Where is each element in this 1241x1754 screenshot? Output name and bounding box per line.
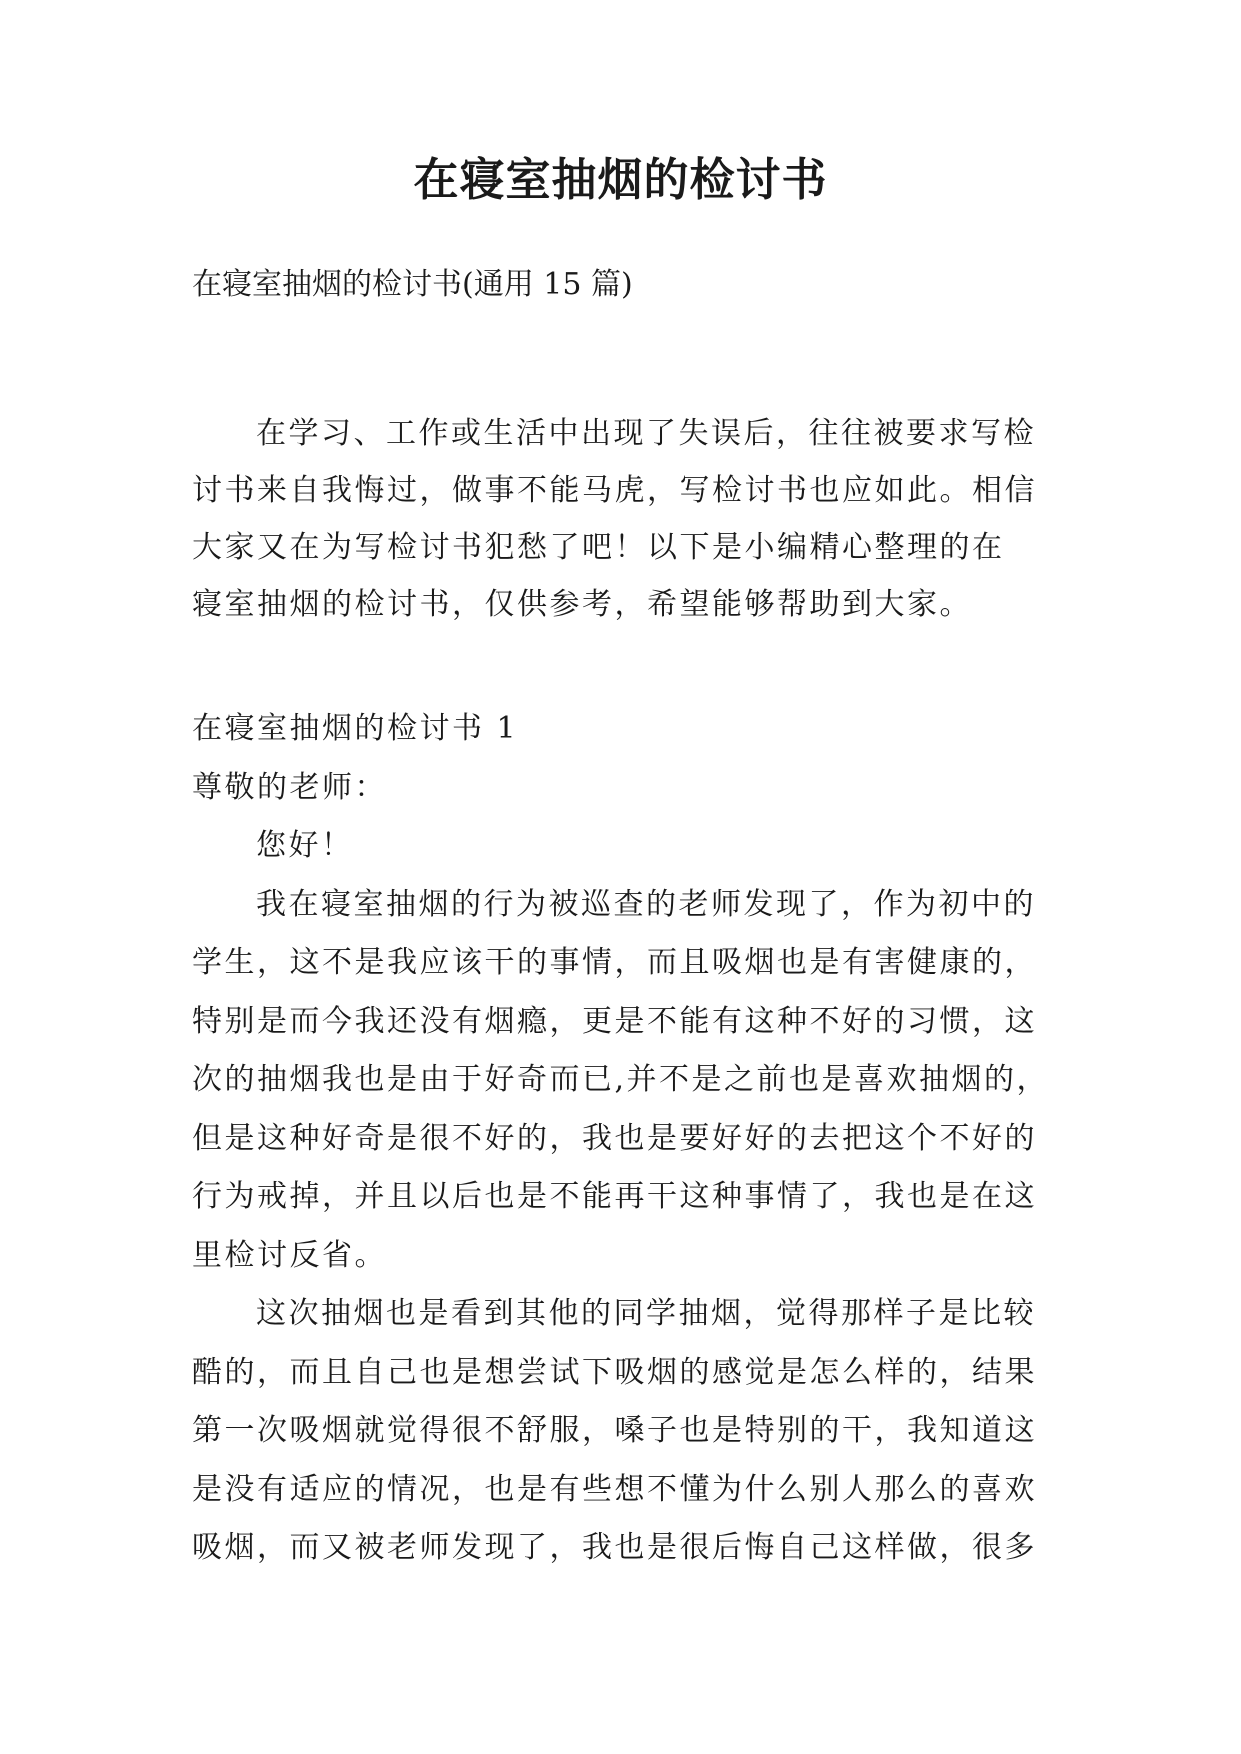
paragraph2-line: 吸烟，而又被老师发现了，我也是很后悔自己这样做，很多 [192, 1530, 1037, 1565]
paragraph2-line: 酷的，而且自己也是想尝试下吸烟的感觉是怎么样的，结果 [192, 1354, 1037, 1390]
salutation: 尊敬的老师： [192, 769, 387, 805]
paragraph1-line: 但是这种好奇是很不好的，我也是要好好的去把这个不好的 [192, 1120, 1037, 1156]
section-heading: 在寝室抽烟的检讨书 1 [192, 711, 519, 746]
intro-line: 寝室抽烟的检讨书，仅供参考，希望能够帮助到大家。 [192, 587, 972, 622]
paragraph1-line: 我在寝室抽烟的行为被巡查的老师发现了，作为初中的 [256, 886, 1036, 922]
intro-line: 在学习、工作或生活中出现了失误后，往往被要求写检 [256, 416, 1036, 451]
paragraph2-line: 这次抽烟也是看到其他的同学抽烟，觉得那样子是比较 [256, 1296, 1036, 1331]
paragraph1-line: 里检讨反省。 [192, 1237, 387, 1273]
greeting: 您好！ [256, 828, 354, 863]
paragraph1-line: 特别是而今我还没有烟瘾，更是不能有这种不好的习惯，这 [192, 1003, 1037, 1039]
intro-paragraph [192, 405, 1052, 633]
paragraph2-line: 是没有适应的情况，也是有些想不懂为什么别人那么的喜欢 [192, 1471, 1037, 1507]
paragraph1-line: 行为戒掉，并且以后也是不能再干这种事情了，我也是在这 [192, 1179, 1037, 1214]
intro-line: 大家又在为写检讨书犯愁了吧！以下是小编精心整理的在 [192, 530, 1005, 565]
paragraph1-line: 学生，这不是我应该干的事情，而且吸烟也是有害健康的， [192, 945, 1037, 980]
intro-line: 讨书来自我悔过，做事不能马虎，写检讨书也应如此。相信 [192, 473, 1037, 508]
letter-body [192, 700, 1072, 1578]
document-subtitle: 在寝室抽烟的检讨书(通用 15 篇) [192, 267, 633, 302]
paragraph2-line: 第一次吸烟就觉得很不舒服，嗓子也是特别的干，我知道这 [192, 1413, 1037, 1448]
paragraph1-line: 次的抽烟我也是由于好奇而已,并不是之前也是喜欢抽烟的， [192, 1062, 1050, 1097]
document-title: 在寝室抽烟的检讨书 [413, 153, 828, 206]
